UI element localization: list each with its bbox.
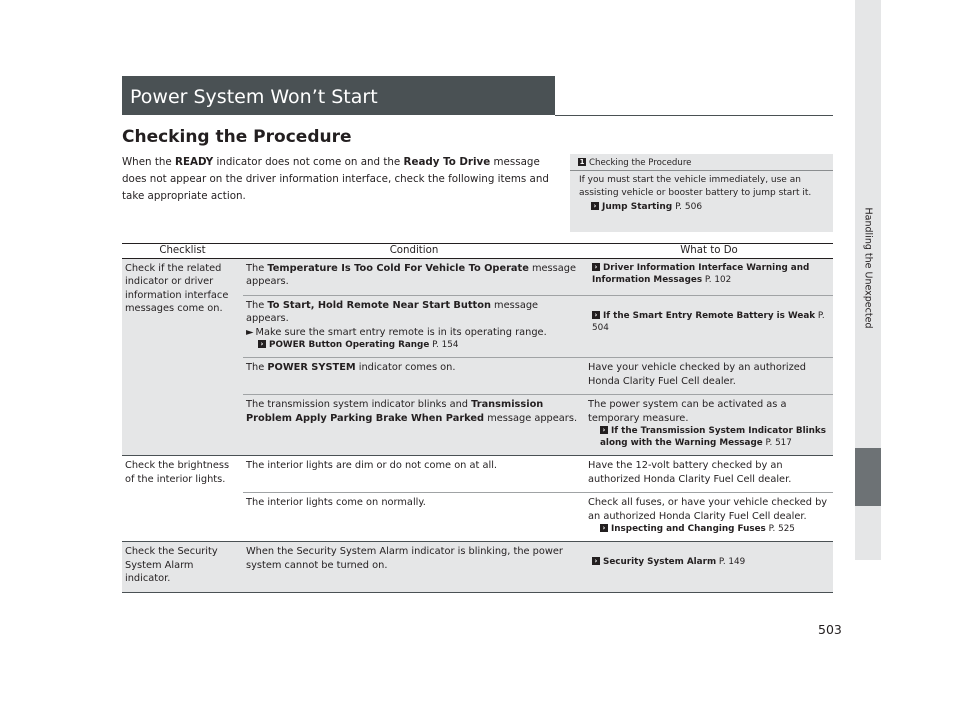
procedure-table — [122, 243, 833, 593]
arrow-right-icon: › — [591, 202, 599, 210]
subsection-title: Checking the Procedure — [122, 127, 352, 147]
column-header-checklist: Checklist — [122, 244, 243, 259]
banner-rule — [555, 115, 833, 116]
action-reference[interactable]: › Driver Information Interface Warning and Information Messages P. 102 — [592, 262, 810, 285]
checklist-cell: Check the brightness of the interior lights. — [122, 456, 243, 542]
arrow-right-icon: › — [600, 426, 608, 434]
intro-paragraph: When the READY indicator does not come on and the Ready To Drive message does not appear on the driver information interface, check the following items and take appropriate action. — [122, 156, 549, 202]
chapter-label: Handling the Unexpected — [862, 207, 874, 329]
condition-reference[interactable]: › POWER Button Operating Range P. 154 — [246, 339, 583, 351]
condition-cell: The Temperature Is Too Cold For Vehicle To Operate message appears. — [243, 258, 585, 295]
action-cell: The power system can be activated as a temporary measure. › If the Transmission System Indicator Blinks along with the Warning Message P. 517 — [585, 395, 833, 456]
condition-cell: The POWER SYSTEM indicator comes on. — [243, 358, 585, 395]
page-number: 503 — [818, 622, 842, 637]
arrow-right-icon: › — [600, 524, 608, 532]
action-reference[interactable]: › If the Transmission System Indicator Blinks along with the Warning Message P. 517 — [600, 426, 826, 448]
arrow-right-icon: › — [258, 340, 266, 348]
action-cell — [585, 258, 833, 295]
condition-cell: The interior lights are dim or do not come on at all. — [243, 456, 585, 493]
bullet-icon: ► — [246, 326, 254, 338]
checklist-cell: Check the Security System Alarm indicator. — [122, 542, 243, 593]
arrow-right-icon: › — [592, 263, 600, 271]
action-cell: Check all fuses, or have your vehicle checked by an authorized Honda Clarity Fuel Cell dealer. › Inspecting and Changing Fuses P. 525 — [585, 493, 833, 542]
note-reference[interactable]: › Jump Starting P. 506 — [591, 201, 702, 214]
action-cell: Have the 12-volt battery checked by an authorized Honda Clarity Fuel Cell dealer. — [585, 456, 833, 493]
chapter-tab-marker — [855, 448, 881, 506]
note-rule — [570, 170, 833, 171]
table-row — [122, 456, 833, 493]
note-text: If you must start the vehicle immediately, use an assisting vehicle or booster battery to jump start it. — [579, 175, 812, 198]
section-title: Power System Won’t Start — [130, 86, 378, 108]
action-cell — [585, 295, 833, 358]
action-reference[interactable]: › Security System Alarm P. 149 — [588, 556, 831, 568]
action-cell — [585, 542, 833, 593]
arrow-right-icon: › — [592, 311, 600, 319]
note-marker-icon: 1 — [579, 158, 585, 166]
checklist-cell: Check if the related indicator or driver information interface messages come on. — [122, 258, 243, 456]
note-heading: 1 Checking the Procedure — [579, 158, 692, 168]
table-row — [122, 542, 833, 593]
action-cell: Have your vehicle checked by an authorized Honda Clarity Fuel Cell dealer. — [585, 358, 833, 395]
action-reference[interactable]: › Inspecting and Changing Fuses P. 525 — [588, 523, 831, 535]
column-header-condition: Condition — [243, 244, 585, 259]
condition-cell: The transmission system indicator blinks and Transmission Problem Apply Parking Brake When Parked message appears. — [243, 395, 585, 456]
condition-cell: When the Security System Alarm indicator is blinking, the power system cannot be turned on. — [243, 542, 585, 593]
table-row — [122, 258, 833, 295]
condition-cell: The interior lights come on normally. — [243, 493, 585, 542]
arrow-right-icon: › — [592, 557, 600, 565]
column-header-what-to-do: What to Do — [585, 244, 833, 259]
sidebar-note — [570, 154, 833, 232]
condition-cell: The To Start, Hold Remote Near Start Button message appears. ► Make sure the smart entry remote is in its operating range. › POWER Button Operating Range P. 154 — [243, 295, 585, 358]
action-reference[interactable]: › If the Smart Entry Remote Battery is Weak P. 504 — [592, 310, 825, 333]
